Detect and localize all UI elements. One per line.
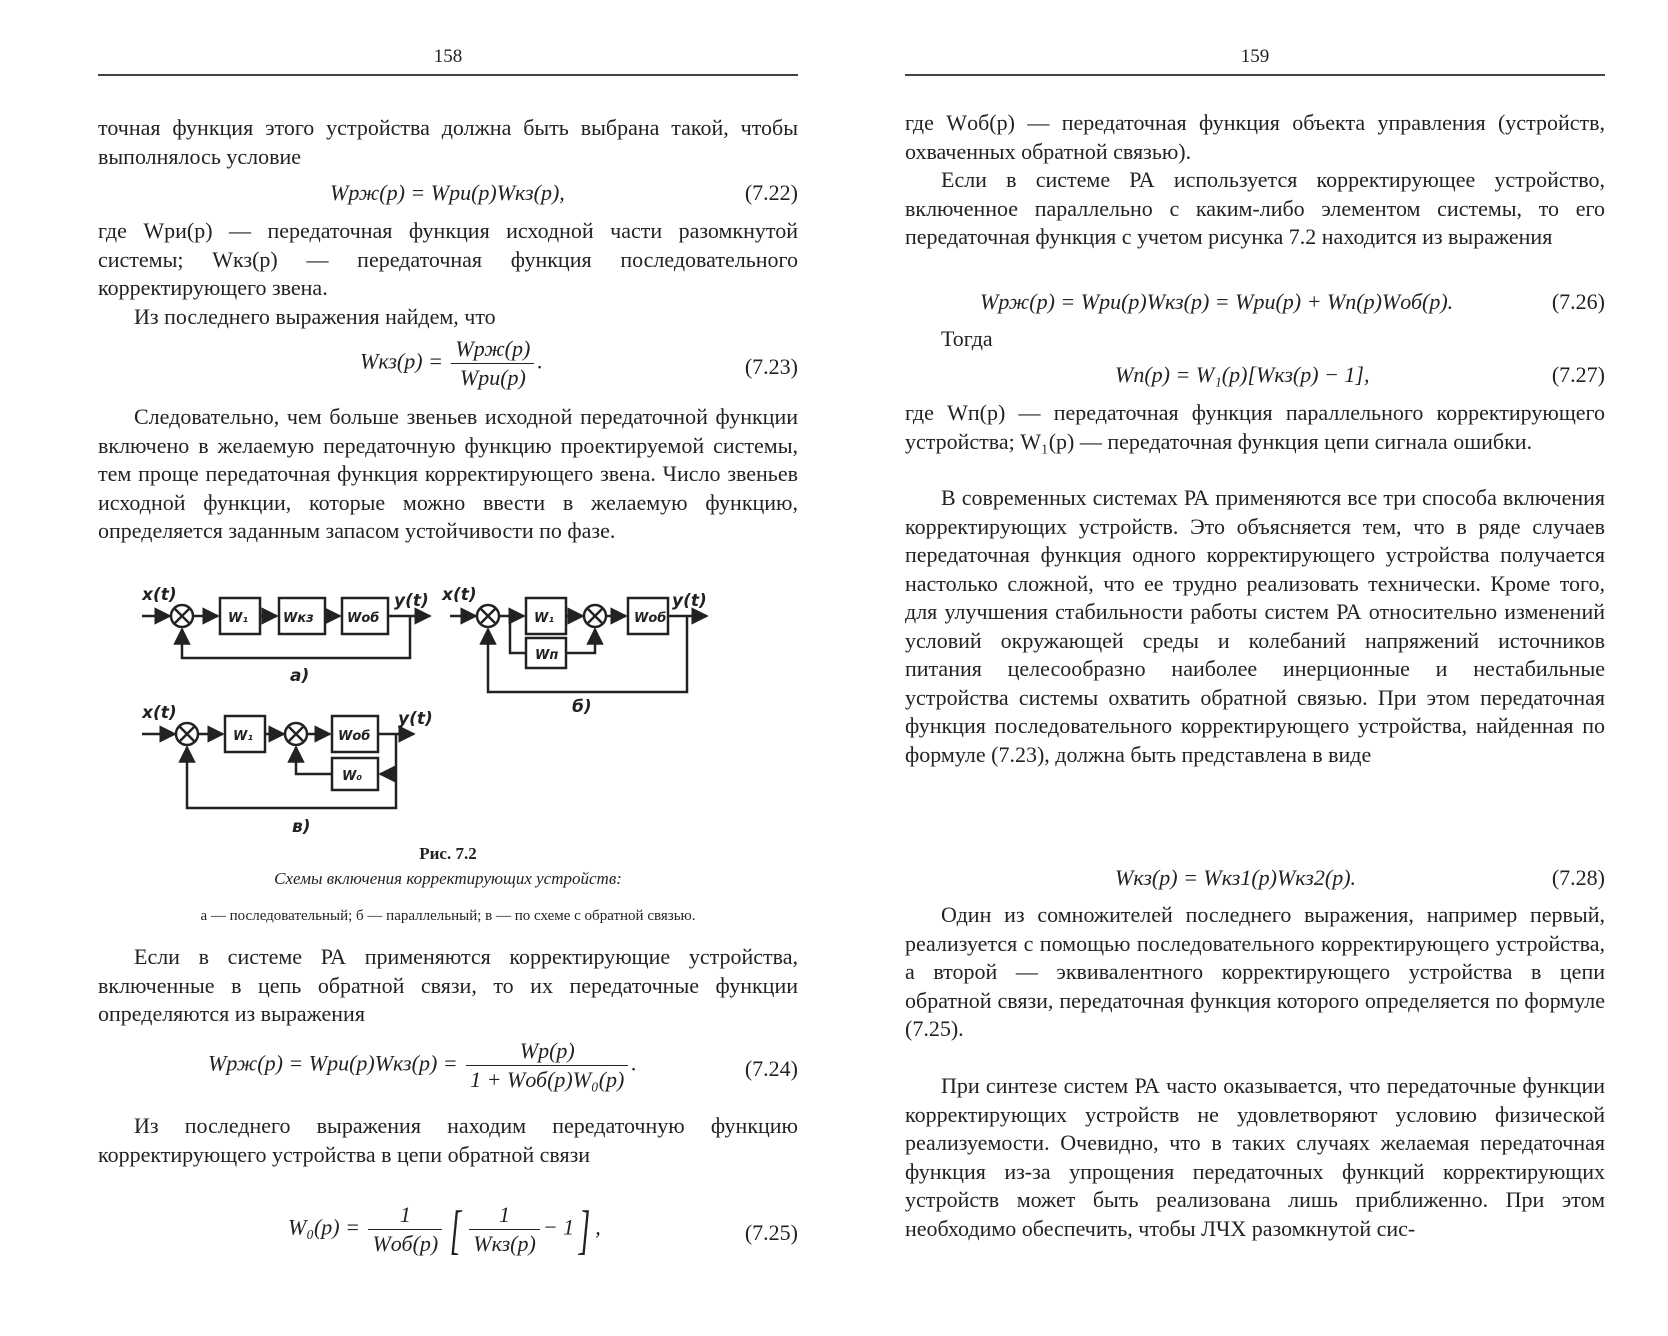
equation-lhs: Wрж(p) = Wри(p)Wкз(p) = (208, 1050, 458, 1076)
paragraph: Из последнего выражения найдем, что (134, 304, 496, 329)
fraction (466, 1037, 628, 1094)
equation-formula: Wп(p) = W₁(p)[Wкз(p) − 1], (1115, 362, 1370, 387)
left-bracket: [ (449, 1199, 462, 1260)
header-rule (905, 74, 1605, 76)
paragraph: где Wп(p) — передаточная функция параллельного корректирующего устройства; W₁(p) — передаточная функция цепи сигнала ошибки. (905, 400, 1605, 454)
paragraph: Тогда (941, 326, 993, 351)
equation-number: (7.28) (1551, 865, 1605, 890)
equation-number: (7.24) (744, 1056, 798, 1081)
label-b: б) (572, 697, 592, 717)
equation-lhs: Wкз(p) = (360, 348, 443, 374)
label-a: а) (290, 666, 310, 686)
paragraph: точная функция этого устройства должна быть выбрана такой, чтобы выполнялось условие (98, 115, 798, 169)
equation-formula: Wрж(p) = Wри(p)Wкз(p), (330, 180, 565, 205)
diagram-c-feedback (142, 716, 414, 808)
fraction-denominator: Wоб(p) (372, 1231, 439, 1256)
equation-7-25 (98, 1201, 798, 1267)
label-w1: W₁ (534, 611, 555, 626)
label-w1: W₁ (233, 729, 254, 744)
equation-lhs: W₀(p) = (288, 1214, 360, 1240)
paragraph: Один из сомножителей последнего выражения, например первый, реализуется с помощью последовательного корректирующего устройства, а второй — эквивалентного корректирующего устройства в цепи обратной связи, передаточная функция которого определяется по формуле (7.25). (905, 902, 1605, 1041)
equation-minus: − 1 (542, 1214, 575, 1240)
equation-number: (7.25) (744, 1220, 798, 1245)
label-yt: y(t) (672, 591, 707, 611)
label-w1: W₁ (228, 611, 249, 626)
label-xt: x(t) (142, 703, 177, 723)
label-wob: Wоб (347, 611, 380, 626)
paragraph: В современных системах РА применяются все три способа включения корректирующих устройств. Это объясняется тем, что в ряде случаев передаточная функция одного корректирующего устройства получается настолько сложной, что ее трудно реализовать технически. Кроме того, для улучшения стабильности работы систем РА относительно изменений условий окружающей среды и колебаний напряжений источников питания целесообразно наиболее инерционные и нестабильные устройства системы охватить обратной связью. При этом передаточная функция последовательного корректирующего устройства, найденная по формуле (7.23), должна быть представлена в виде (905, 485, 1605, 767)
fraction (469, 1201, 540, 1258)
fraction-numerator: Wр(p) (466, 1037, 628, 1066)
fraction (451, 335, 534, 392)
paragraph: где Wоб(p) — передаточная функция объекта управления (устройств, охваченных обратной связью). (905, 110, 1605, 164)
fraction-numerator: Wрж(p) (451, 335, 534, 364)
equation-formula: Wрж(p) = Wри(p)Wкз(p) = Wри(p) + Wп(p)Wоб(p). (980, 289, 1454, 314)
figure-caption-title: Рис. 7.2 (419, 844, 477, 863)
label-yt: y(t) (394, 591, 429, 611)
right-page (905, 0, 1605, 1336)
figure-caption-text: Схемы включения корректирующих устройств: (274, 869, 622, 888)
fraction (368, 1201, 442, 1258)
label-yt: y(t) (398, 709, 433, 729)
paragraph: Если в системе РА используется корректирующее устройство, включенное параллельно с каким-либо элементом системы, то его передаточная функция с учетом рисунка 7.2 находится из выражения (905, 167, 1605, 249)
equation-number: (7.22) (744, 180, 798, 205)
right-bracket: ] (578, 1199, 591, 1260)
block-diagrams-figure (142, 586, 762, 846)
label-wob: Wоб (338, 729, 371, 744)
label-wp: Wп (535, 648, 559, 663)
paragraph: Следовательно, чем больше звеньев исходной передаточной функции включено в желаемую передаточную функцию проектируемой системы, тем проще передаточная функция корректирующего звена. Число звеньев исходной функции, которые можно ввести в желаемую функцию, определяется заданным запасом устойчивости по фазе. (98, 404, 798, 543)
fraction-denominator: Wри(p) (459, 365, 526, 390)
label-v: в) (292, 817, 311, 837)
fraction-denominator: 1 + Wоб(p)W₀(p) (470, 1067, 625, 1092)
label-xt: x(t) (142, 586, 177, 605)
equation-number: (7.27) (1551, 362, 1605, 387)
equation-7-24 (98, 1037, 798, 1103)
paragraph: где Wри(p) — передаточная функция исходной части разомкнутой системы; Wкз(p) — передаточная функция последовательного корректирующего звена. (98, 218, 798, 300)
equation-number: (7.26) (1551, 289, 1605, 314)
fraction-numerator: 1 (469, 1201, 540, 1230)
label-xt: x(t) (442, 586, 477, 605)
equation-number: (7.23) (744, 354, 798, 379)
diagram-b-parallel (450, 598, 707, 692)
equation-7-23 (98, 335, 798, 401)
label-wob: Wоб (634, 611, 667, 626)
page-number: 158 (433, 46, 463, 67)
label-w0: W₀ (342, 769, 363, 784)
label-wkz: Wкз (283, 611, 314, 626)
diagram-a-serial (142, 598, 430, 658)
header-rule (98, 74, 798, 76)
equation-tail: , (595, 1214, 601, 1240)
paragraph: Из последнего выражения находим передаточную функцию корректирующего устройства в цепи обратной связи (98, 1113, 798, 1167)
equation-tail: . (631, 1050, 637, 1076)
figure-caption-legend: а — последовательный; б — параллельный; в — по схеме с обратной связью. (200, 908, 696, 924)
page-number: 159 (1240, 46, 1270, 67)
fraction-numerator: 1 (368, 1201, 442, 1230)
fraction-denominator: Wкз(p) (473, 1231, 536, 1256)
equation-tail: . (537, 348, 543, 374)
paragraph: При синтезе систем РА часто оказывается, что передаточные функции корректирующих устройств не удовлетворяют условию физической реализуемости. Очевидно, что в таких случаях желаемая передаточная функция из-за упрощения передаточных функций корректирующих устройств может быть реализована лишь приближенно. При этом необходимо обеспечить, чтобы ЛЧХ разомкнутой сис- (905, 1073, 1605, 1241)
paragraph: Если в системе РА применяются корректирующие устройства, включенные в цепь обратной связи, то их передаточные функции определяются из выражения (98, 944, 798, 1026)
equation-formula: Wкз(p) = Wкз1(p)Wкз2(p). (1115, 865, 1357, 890)
